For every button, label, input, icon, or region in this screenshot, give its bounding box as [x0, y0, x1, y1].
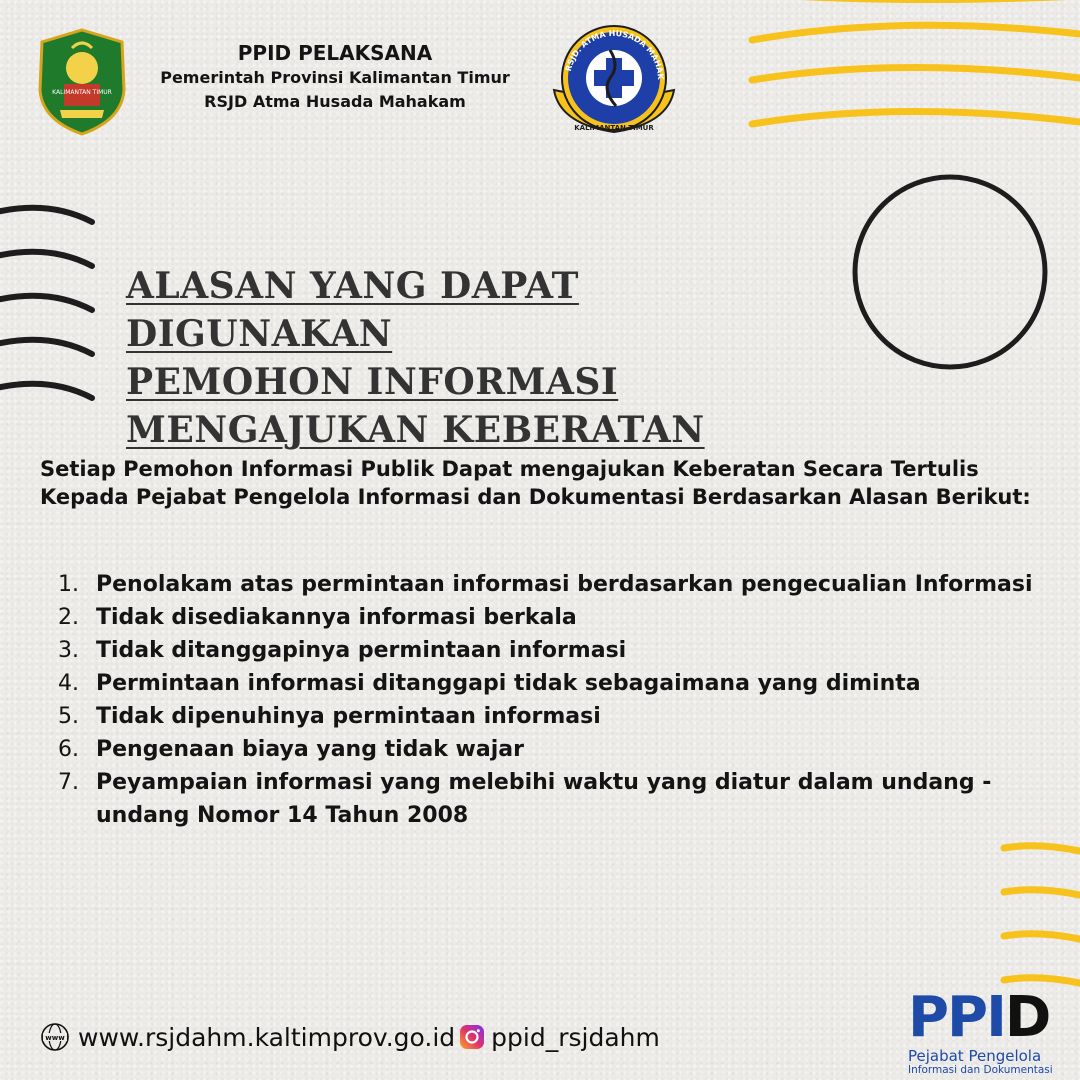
instagram-icon: [459, 1024, 485, 1050]
dark-arcs-left: [0, 208, 92, 398]
header-line-1: PPID PELAKSANA: [237, 41, 433, 65]
globe-icon: [40, 1022, 70, 1052]
list-item: [58, 733, 1068, 766]
rsjd-hospital-emblem: [540, 20, 688, 138]
list-item: [58, 568, 1068, 601]
emblem-bottom-text: KALIMANTAN TIMUR: [574, 124, 654, 132]
header-line-3: RSJD Atma Husada Mahakam: [204, 92, 466, 111]
list-text: Pengenaan biaya yang tidak wajar: [96, 737, 524, 762]
list-text: Tidak ditanggapinya permintaan informasi: [96, 638, 627, 663]
website-link[interactable]: www.rsjdahm.kaltimprov.go.id: [78, 1022, 456, 1052]
list-item: [58, 634, 1068, 667]
list-text: Penolakam atas permintaan informasi berdasarkan pengecualian Informasi: [96, 572, 1033, 597]
title-line-1: ALASAN YANG DAPAT DIGUNAKAN: [126, 265, 579, 355]
list-item: [58, 667, 1068, 700]
reasons-list: [58, 568, 1068, 832]
title-line-3: MENGAJUKAN KEBERATAN: [126, 409, 705, 451]
instagram-handle[interactable]: ppid_rsjdahm: [491, 1022, 660, 1052]
list-number: 6.: [58, 737, 79, 762]
list-item: [58, 766, 1068, 832]
page-title: [126, 262, 846, 454]
list-number: 5.: [58, 704, 79, 729]
intro-paragraph: Setiap Pemohon Informasi Publik Dapat mengajukan Keberatan Secara Tertulis Kepada Pejabat Pengelola Informasi dan Dokumentasi Berdasarkan Alasan Berikut:: [40, 457, 1031, 509]
list-text: Tidak disediakannya informasi berkala: [96, 605, 577, 630]
globe-icon-label: www: [45, 1034, 65, 1042]
list-text: Permintaan informasi ditanggapi tidak sebagaimana yang diminta: [96, 671, 921, 696]
decorative-circle: [855, 177, 1045, 367]
header-line-2: Pemerintah Provinsi Kalimantan Timur: [160, 68, 510, 87]
emblem-text: KALIMANTAN TIMUR: [52, 89, 112, 96]
list-item: [58, 601, 1068, 634]
list-number: 4.: [58, 671, 79, 696]
emblem-top-text: RSJD. ATMA HUSADA MAHAK: [563, 28, 666, 80]
yellow-waves-bottom-right: [1004, 846, 1080, 984]
title-line-2: PEMOHON INFORMASI: [126, 361, 619, 403]
list-text: Peyampaian informasi yang melebihi waktu yang diatur dalam undang - undang Nomor 14 Tahun 2008: [96, 770, 992, 828]
list-number: 1.: [58, 572, 79, 597]
yellow-waves-top-right: [752, 0, 1080, 124]
footer: [40, 1022, 660, 1052]
list-number: 7.: [58, 770, 79, 795]
kaltim-province-emblem: [36, 28, 128, 136]
header-block: [150, 40, 520, 114]
list-item: [58, 700, 1068, 733]
list-number: 3.: [58, 638, 79, 663]
ppid-wordmark-ppi: PPI: [908, 985, 1005, 1050]
ppid-subtitle-2: Informasi dan Dokumentasi: [908, 1064, 1053, 1076]
ppid-wordmark: [908, 985, 1058, 1050]
list-number: 2.: [58, 605, 79, 630]
ppid-wordmark-d: D: [1004, 985, 1050, 1050]
ppid-logo: [908, 985, 1058, 1077]
list-text: Tidak dipenuhinya permintaan informasi: [96, 704, 601, 729]
ppid-subtitle-1: Pejabat Pengelola: [908, 1047, 1042, 1065]
